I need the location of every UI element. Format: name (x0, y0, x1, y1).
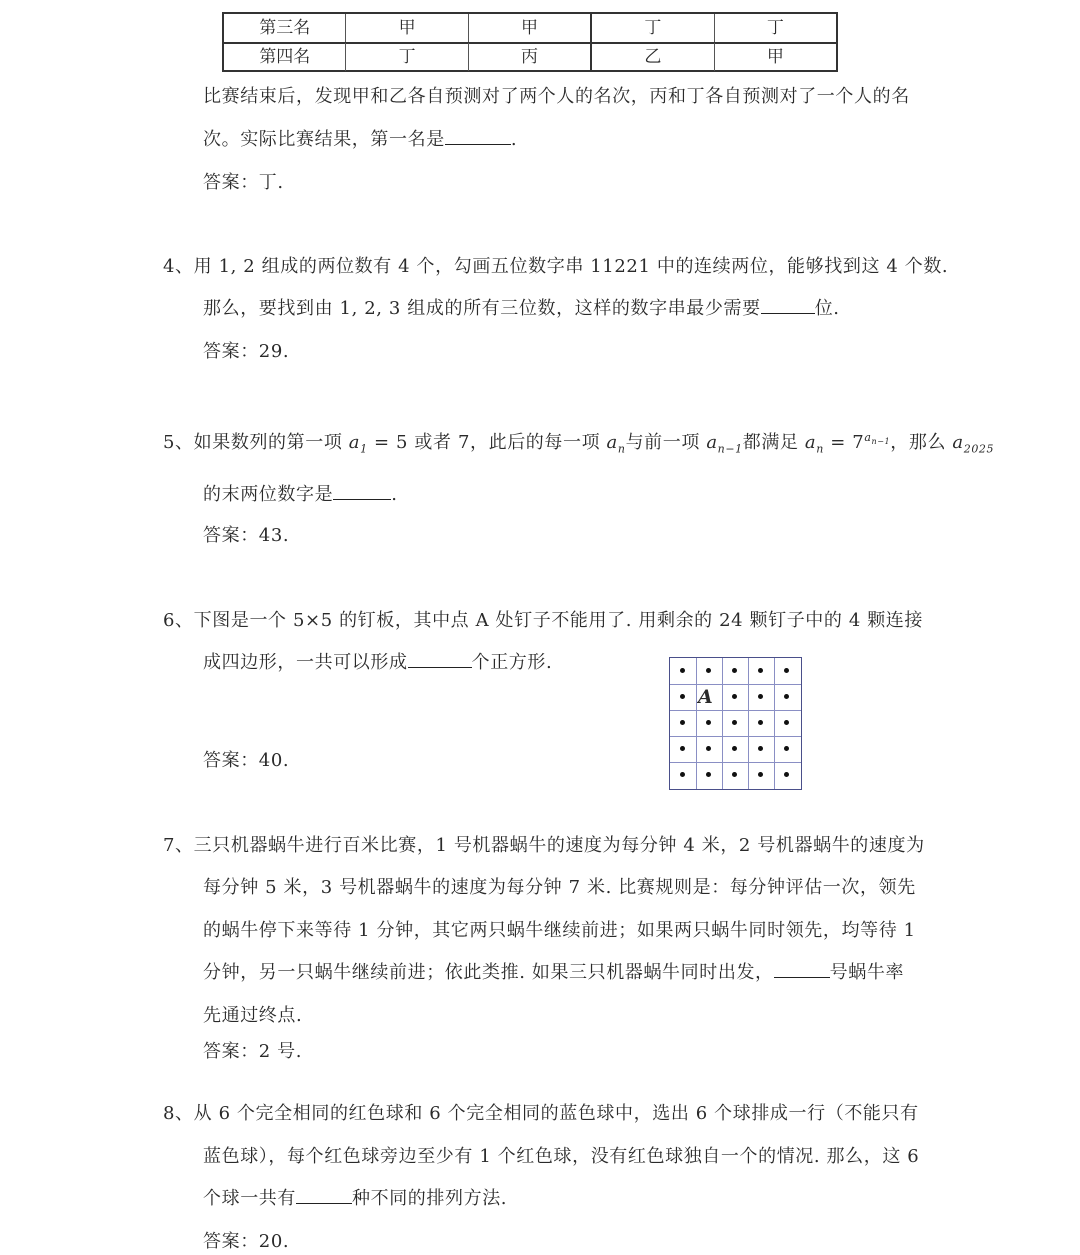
peg-dot (732, 668, 737, 673)
grid-line (670, 684, 801, 685)
peg-dot (680, 694, 685, 699)
q5-text-line2 (203, 480, 398, 506)
q3-text-line2 (203, 125, 517, 151)
grid-line (696, 658, 697, 789)
q5-mid: 与前一项 (625, 432, 700, 453)
table-cell: 丙 (469, 43, 592, 71)
q5-tail: ，那么 (890, 432, 947, 453)
peg-label-a: A (698, 686, 713, 708)
q5-prefix: 5、如果数列的第一项 (163, 432, 343, 453)
q4-text-line2-a: 那么，要找到由 1, 2, 3 组成的所有三位数，这样的数字串最少需要 (203, 298, 761, 319)
peg-dot (706, 772, 711, 777)
q6-text-line2 (203, 648, 552, 674)
q7-answer: 答案：2 号. (203, 1041, 303, 1062)
pegboard-figure (669, 657, 802, 790)
table-cell: 甲 (346, 14, 468, 42)
table-cell: 甲 (766, 47, 784, 67)
q3-text-line2-a: 次。实际比赛结果，第一名是 (203, 129, 445, 150)
peg-dot (784, 720, 789, 725)
peg-dot (784, 746, 789, 751)
q7-text-line2: 每分钟 5 米，3 号机器蜗牛的速度为每分钟 7 米. 比赛规则是：每分钟评估一次，领先 (203, 877, 916, 898)
peg-dot (732, 746, 737, 751)
math-a2025: $a_{2025}$ (952, 432, 995, 456)
grid-line (670, 736, 801, 737)
table-cell: 丁 (592, 14, 714, 42)
q5-eq: = 5 或者 7，此后的每一项 (367, 432, 601, 453)
q4-answer: 答案：29. (203, 341, 290, 362)
grid-line (748, 658, 749, 789)
answer-blank (333, 481, 391, 500)
peg-dot (758, 720, 763, 725)
peg-dot (784, 772, 789, 777)
q6-answer: 答案：40. (203, 750, 290, 771)
peg-dot (758, 746, 763, 751)
math-an: $a_n$ (606, 432, 626, 456)
q5-mid2: 都满足 (742, 432, 799, 453)
q8-text-line3-a: 个球一共有 (203, 1188, 296, 1209)
q4-text-line2 (203, 294, 840, 320)
peg-dot (784, 694, 789, 699)
table-cell: 丁 (766, 18, 784, 38)
q4-text-line2-b: 位. (814, 298, 840, 319)
q8-text-line1: 8、从 6 个完全相同的红色球和 6 个完全相同的蓝色球中，选出 6 个球排成一行（不能只有 (163, 1103, 919, 1124)
answer-blank (296, 1185, 352, 1204)
q6-text-line1: 6、下图是一个 5×5 的钉板，其中点 A 处钉子不能用了. 用剩余的 24 颗钉子中的 4 颗连接 (163, 610, 924, 631)
peg-dot (680, 772, 685, 777)
peg-dot (784, 668, 789, 673)
q5-text-line1 (163, 428, 994, 456)
q4-text-line1: 4、用 1, 2 组成的两位数有 4 个，勾画五位数字串 11221 中的连续两位，能够找到这 4 个数. (163, 256, 949, 277)
answer-blank (761, 295, 815, 314)
q6-text-line2-b: 个正方形. (471, 652, 553, 673)
q7-text-line1: 7、三只机器蜗牛进行百米比赛，1 号机器蜗牛的速度为每分钟 4 米，2 号机器蜗牛的速度为 (163, 835, 925, 856)
peg-dot (680, 668, 685, 673)
peg-dot (706, 720, 711, 725)
answer-blank (774, 959, 830, 978)
peg-dot (732, 772, 737, 777)
q7-text-line4-a: 分钟，另一只蜗牛继续前进；依此类推. 如果三只机器蜗牛同时出发， (203, 962, 774, 983)
q7-text-line3: 的蜗牛停下来等待 1 分钟，其它两只蜗牛继续前进；如果两只蜗牛同时领先，均等待 1 (203, 920, 916, 941)
math-a1: $a_1$ (348, 432, 368, 456)
q8-answer: 答案：20. (203, 1231, 290, 1252)
q3-text-line2-b: . (510, 129, 518, 150)
q7-text-line5: 先通过终点. (203, 1005, 303, 1026)
q3-answer: 答案：丁. (203, 172, 284, 193)
q6-text-line2-a: 成四边形，一共可以形成 (203, 652, 408, 673)
q7-text-line4-b: 号蜗牛率 (829, 962, 905, 983)
grid-line (670, 710, 801, 711)
peg-dot (758, 694, 763, 699)
table-cell: 丁 (346, 43, 468, 71)
q8-text-line3-b: 种不同的排列方法. (352, 1188, 508, 1209)
q7-text-line4 (203, 958, 904, 984)
rank-table (222, 12, 838, 72)
table-cell: 甲 (469, 14, 592, 42)
grid-line (774, 658, 775, 789)
peg-dot (732, 720, 737, 725)
answer-blank (408, 649, 472, 668)
grid-line (722, 658, 723, 789)
peg-dot (758, 668, 763, 673)
table-cell: 第三名 (224, 14, 346, 42)
q8-text-line3 (203, 1184, 507, 1210)
q5-text-line2-a: 的末两位数字是 (203, 484, 334, 505)
math-recurrence: $a_n = 7^{a_{n-1}}$ (804, 431, 891, 456)
q5-text-line2-b: . (391, 484, 398, 505)
table-row (224, 43, 836, 71)
peg-dot (732, 694, 737, 699)
peg-dot (706, 668, 711, 673)
answer-blank (445, 126, 511, 145)
table-row (224, 14, 836, 44)
peg-dot (680, 720, 685, 725)
math-an-minus-1: $a_{n-1}$ (706, 432, 743, 456)
q5-answer: 答案：43. (203, 525, 290, 546)
peg-dot (706, 746, 711, 751)
peg-dot (758, 772, 763, 777)
q8-text-line2: 蓝色球），每个红色球旁边至少有 1 个红色球，没有红色球独自一个的情况. 那么，这 6 (203, 1146, 920, 1167)
table-cell: 第四名 (224, 43, 346, 71)
q3-text-line1: 比赛结束后，发现甲和乙各自预测对了两个人的名次，丙和丁各自预测对了一个人的名 (203, 86, 910, 107)
table-cell: 乙 (592, 43, 714, 71)
grid-line (670, 762, 801, 763)
peg-dot (680, 746, 685, 751)
